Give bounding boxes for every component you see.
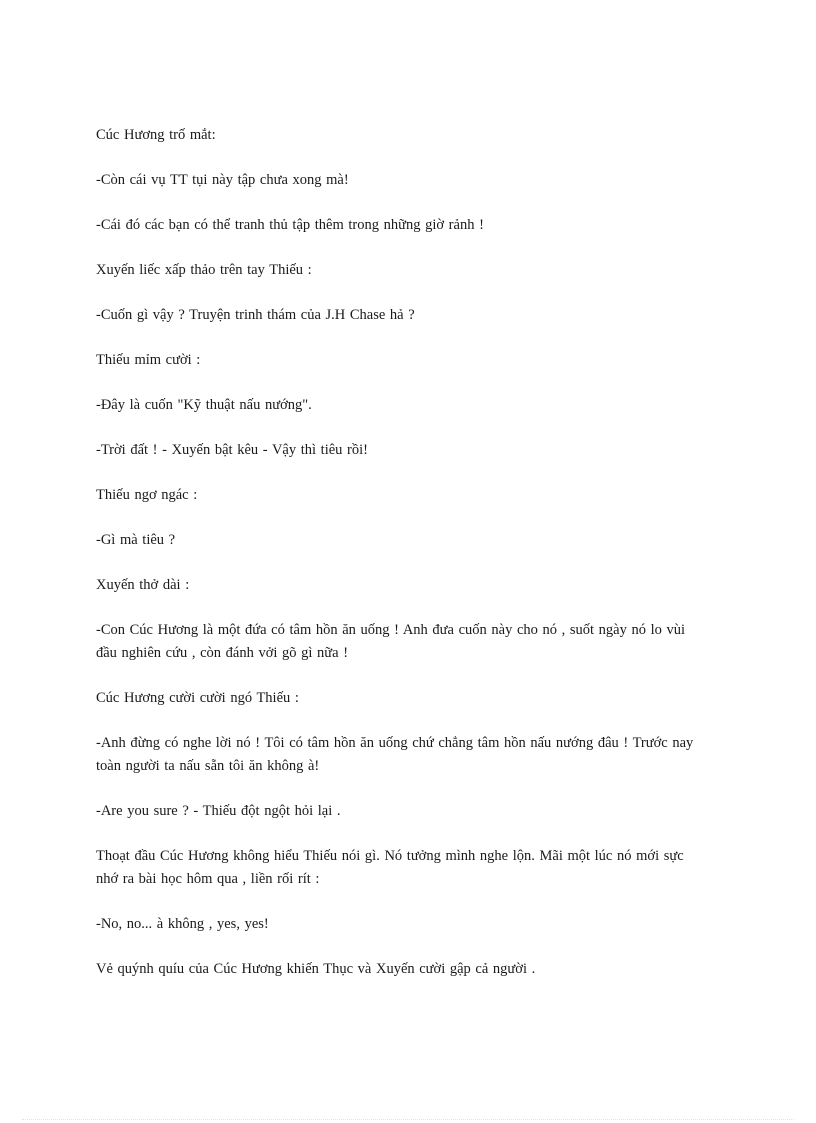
paragraph: -Anh đừng có nghe lời nó ! Tôi có tâm hồn ăn uống chứ chẳng tâm hồn nấu nướng đâu ! Trước nay toàn người ta nấu sẵn tôi ăn không à! — [96, 735, 694, 774]
paragraph: -No, no... à không , yes, yes! — [96, 916, 269, 932]
paragraph: -Còn cái vụ TT tụi này tập chưa xong mà! — [96, 172, 349, 188]
paragraph: -Con Cúc Hương là một đứa có tâm hồn ăn uống ! Anh đưa cuốn này cho nó , suốt ngày nó lo vùi đầu nghiên cứu , còn đánh vởi gõ gì nữa ! — [96, 622, 686, 661]
paragraph: Thiếu mỉm cười : — [96, 352, 201, 368]
paragraph: -Đây là cuốn "Kỹ thuật nấu nướng". — [96, 397, 312, 413]
paragraph: Cúc Hương trố mắt: — [96, 127, 216, 143]
paragraph: -Cái đó các bạn có thể tranh thủ tập thêm trong những giờ rảnh ! — [96, 217, 484, 233]
page-bottom-divider — [22, 1119, 794, 1120]
paragraph: Thiếu ngơ ngác : — [96, 487, 198, 503]
paragraph: Thoạt đầu Cúc Hương không hiểu Thiếu nói gì. Nó tưởng mình nghe lộn. Mãi một lúc nó mới sực nhớ ra bài học hôm qua , liền rối rít : — [96, 848, 684, 887]
paragraph: Xuyến liếc xấp thảo trên tay Thiếu : — [96, 262, 312, 278]
paragraph: -Gì mà tiêu ? — [96, 532, 176, 548]
paragraph: Cúc Hương cười cười ngó Thiếu : — [96, 690, 299, 706]
paragraph: Xuyến thở dài : — [96, 577, 190, 593]
paragraph: Vẻ quýnh quíu của Cúc Hương khiến Thục và Xuyến cười gập cả người . — [96, 961, 536, 977]
paragraph: -Cuốn gì vậy ? Truyện trinh thám của J.H Chase hả ? — [96, 307, 415, 323]
paragraph: -Are you sure ? - Thiếu đột ngột hỏi lại . — [96, 803, 341, 819]
paragraph: -Trời đất ! - Xuyến bật kêu - Vậy thì tiêu rồi! — [96, 442, 368, 458]
document-body — [96, 124, 708, 1003]
